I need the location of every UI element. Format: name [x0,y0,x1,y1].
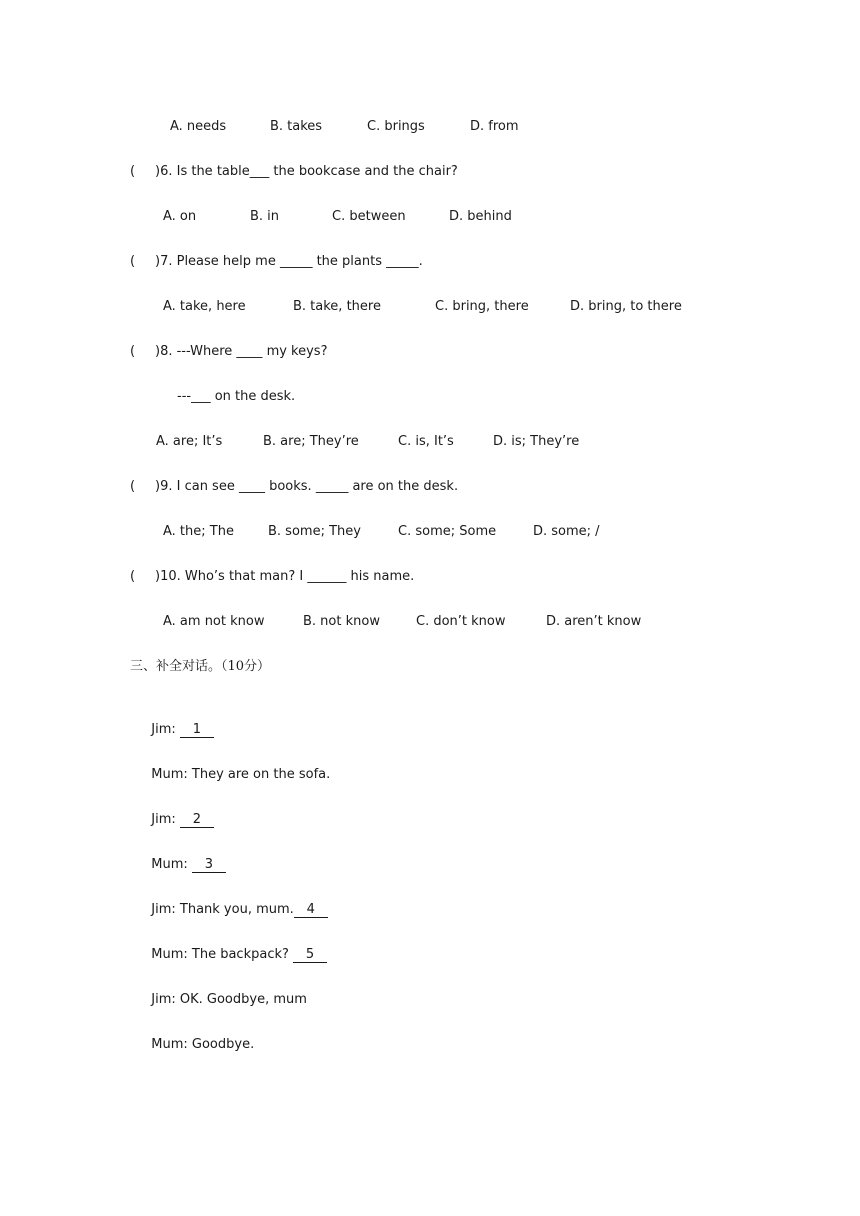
dialogue-line-5 [143,883,328,919]
q9-option-b: B. some; They [268,524,361,539]
answer-blank-5[interactable]: 5 [293,948,327,963]
dialogue-text: Mum: The backpack? [151,947,294,962]
q10-stem: )10. Who’s that man? I ______ his name. [155,569,415,584]
answer-blank-4[interactable]: 4 [294,903,328,918]
dialogue-line-7 [143,973,307,1009]
q8-option-d: D. is; They’re [493,434,580,449]
q6-option-a: A. on [163,209,197,224]
dialogue-text: Mum: [151,857,192,872]
q9-stem: )9. I can see ____ books. _____ are on the desk. [155,479,459,494]
answer-blank-2[interactable]: 2 [180,813,214,828]
q10-option-a: A. am not know [163,614,265,629]
q8-stem-reply: ---___ on the desk. [177,389,296,404]
q6-answer-paren: ( [130,164,136,179]
q6-option-d: D. behind [449,209,512,224]
q9-option-a: A. the; The [163,524,234,539]
q5-option-b: B. takes [270,119,323,134]
answer-blank-3[interactable]: 3 [192,858,226,873]
q8-answer-paren: ( [130,344,136,359]
q6-stem: )6. Is the table___ the bookcase and the chair? [155,164,458,179]
q7-option-a: A. take, here [163,299,246,314]
dialogue-text: Jim: [151,812,180,827]
dialogue-text: Jim: [151,722,180,737]
q5-option-d: D. from [470,119,519,134]
dialogue-text: Jim: Thank you, mum. [151,902,294,917]
q7-stem: )7. Please help me _____ the plants _____. [155,254,423,269]
q10-answer-paren: ( [130,569,136,584]
q8-option-c: C. is, It’s [398,434,454,449]
dialogue-line-8 [143,1018,254,1054]
dialogue-text: Jim: OK. Goodbye, mum [151,992,307,1007]
q9-answer-paren: ( [130,479,136,494]
dialogue-line-4 [143,838,226,874]
q9-option-c: C. some; Some [398,524,497,539]
q6-option-c: C. between [332,209,406,224]
dialogue-line-6 [143,928,327,964]
q10-option-d: D. aren’t know [546,614,642,629]
q8-stem: )8. ---Where ____ my keys? [155,344,328,359]
q7-option-b: B. take, there [293,299,381,314]
dialogue-line-2 [143,748,330,784]
q10-option-c: C. don’t know [416,614,506,629]
q9-option-d: D. some; / [533,524,600,539]
q5-option-c: C. brings [367,119,425,134]
q6-option-b: B. in [250,209,280,224]
q8-option-a: A. are; It’s [156,434,223,449]
answer-blank-1[interactable]: 1 [180,723,214,738]
dialogue-line-3 [143,793,214,829]
dialogue-line-1 [143,703,214,739]
q7-option-d: D. bring, to there [570,299,682,314]
dialogue-text: Mum: Goodbye. [151,1037,255,1052]
section-3-title: 三、补全对话。（10分） [130,659,271,674]
q8-option-b: B. are; They’re [263,434,359,449]
q7-option-c: C. bring, there [435,299,529,314]
q7-answer-paren: ( [130,254,136,269]
q5-option-a: A. needs [170,119,227,134]
dialogue-text: Mum: They are on the sofa. [151,767,331,782]
q10-option-b: B. not know [303,614,380,629]
